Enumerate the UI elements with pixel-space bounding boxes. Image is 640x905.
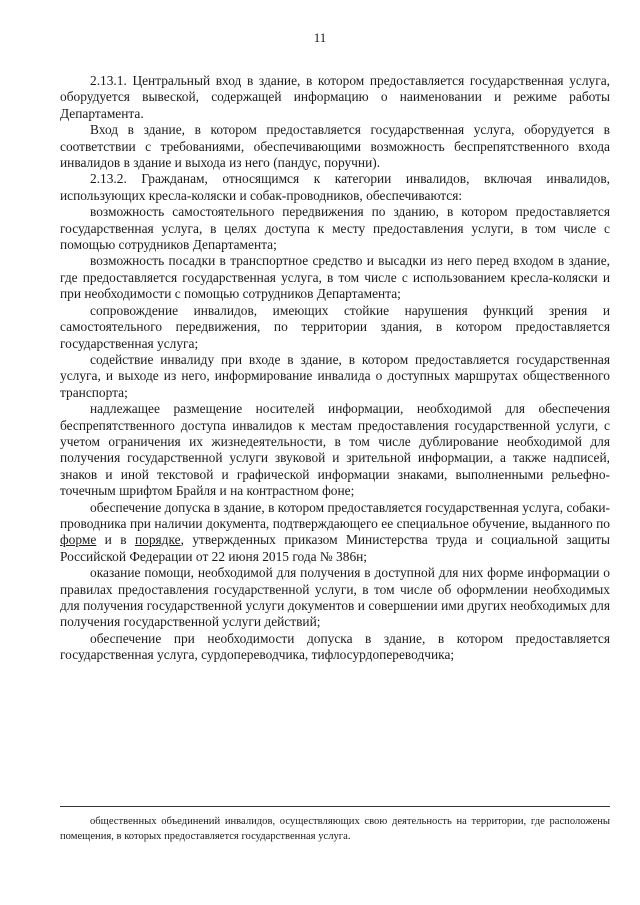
page-number: 11 <box>313 30 327 45</box>
list-item-independent-movement: возможность самостоятельного передвижения по зданию, в котором предоставляется государственная услуга, в целях доступа к месту предоставления услуги, в том числе с помощью сотрудников Департамента; <box>60 204 610 253</box>
list-item-escort: сопровождение инвалидов, имеющих стойкие нарушения функций зрения и самостоятельного передвижения, по территории здания, в котором предоставляется государственная услуга; <box>60 302 610 351</box>
list-item-interpreter-admission: обеспечение при необходимости допуска в здание, в котором предоставляется государственная услуга, сурдопереводчика, тифлосурдопереводчика; <box>60 630 610 663</box>
list-item-information-assistance: оказание помощи, необходимой для получения в доступной для них форме информации о правилах предоставления государственной услуги, в том числе об оформлении необходимых для получения государственной услуги документов и совершении ими других необходимых для получения государственной услуги действий; <box>60 565 610 630</box>
form-link[interactable]: форме <box>60 532 97 548</box>
footnote <box>60 814 610 844</box>
guide-dog-text-start: обеспечение допуска в здание, в котором предоставляется государственная услуга, собаки-проводника при наличии документа, подтверждающего ее специальное обучение, выданного по <box>60 499 610 531</box>
document-body <box>60 73 610 664</box>
list-item-vehicle-boarding: возможность посадки в транспортное средство и высадки из него перед входом в здание, где предоставляется государственная услуга, в том числе с использованием кресла-коляски и при необходимости с помощью сотрудников Департамента; <box>60 253 610 302</box>
list-item-information-placement: надлежащее размещение носителей информации, необходимой для обеспечения беспрепятственного доступа инвалидов к местам предоставления государственной услуги, с учетом ограничения их жизнедеятельности, в том числе дублирование необходимой для получения государственной услуги звуковой и зрительной информации, а также надписей, знаков и иной текстовой и графической информации знаками, выполненными рельефно-точечным шрифтом Брайля и на контрастном фоне; <box>60 401 610 499</box>
paragraph-2-13-1: 2.13.1. Центральный вход в здание, в котором предоставляется государственная услуга, оборудуется вывеской, содержащей информацию о наименовании и режиме работы Департамента. <box>60 73 610 121</box>
guide-dog-text-middle: и в <box>96 532 135 548</box>
list-item-entrance-assistance: содействие инвалиду при входе в здание, в котором предоставляется государственная услуга, и выходе из него, информирование инвалида о доступных маршрутах общественного транспорта; <box>60 351 610 400</box>
footnote-text: общественных объединений инвалидов, осуществляющих свою деятельность на территории, где расположены помещения, в которых предоставляется государственная услуга. <box>60 816 610 842</box>
footnote-divider <box>60 806 610 807</box>
procedure-link[interactable]: порядке <box>134 532 181 548</box>
guide-dog-text-end: , утвержденных приказом Министерства труда и социальной защиты Российской Федерации от 22 июня 2015 года № 386н; <box>60 532 610 564</box>
paragraph-entrance-requirements: Вход в здание, в котором предоставляется государственная услуга, оборудуется в соответствии с требованиями, обеспечивающими возможность беспрепятственного входа инвалидов в здание и выхода из него (пандус, поручни). <box>60 122 610 171</box>
list-item-guide-dog-admission <box>60 500 610 566</box>
paragraph-2-13-2: 2.13.2. Гражданам, относящимся к категории инвалидов, включая инвалидов, использующих кресла-коляски и собак-проводников, обеспечиваются: <box>60 171 610 203</box>
